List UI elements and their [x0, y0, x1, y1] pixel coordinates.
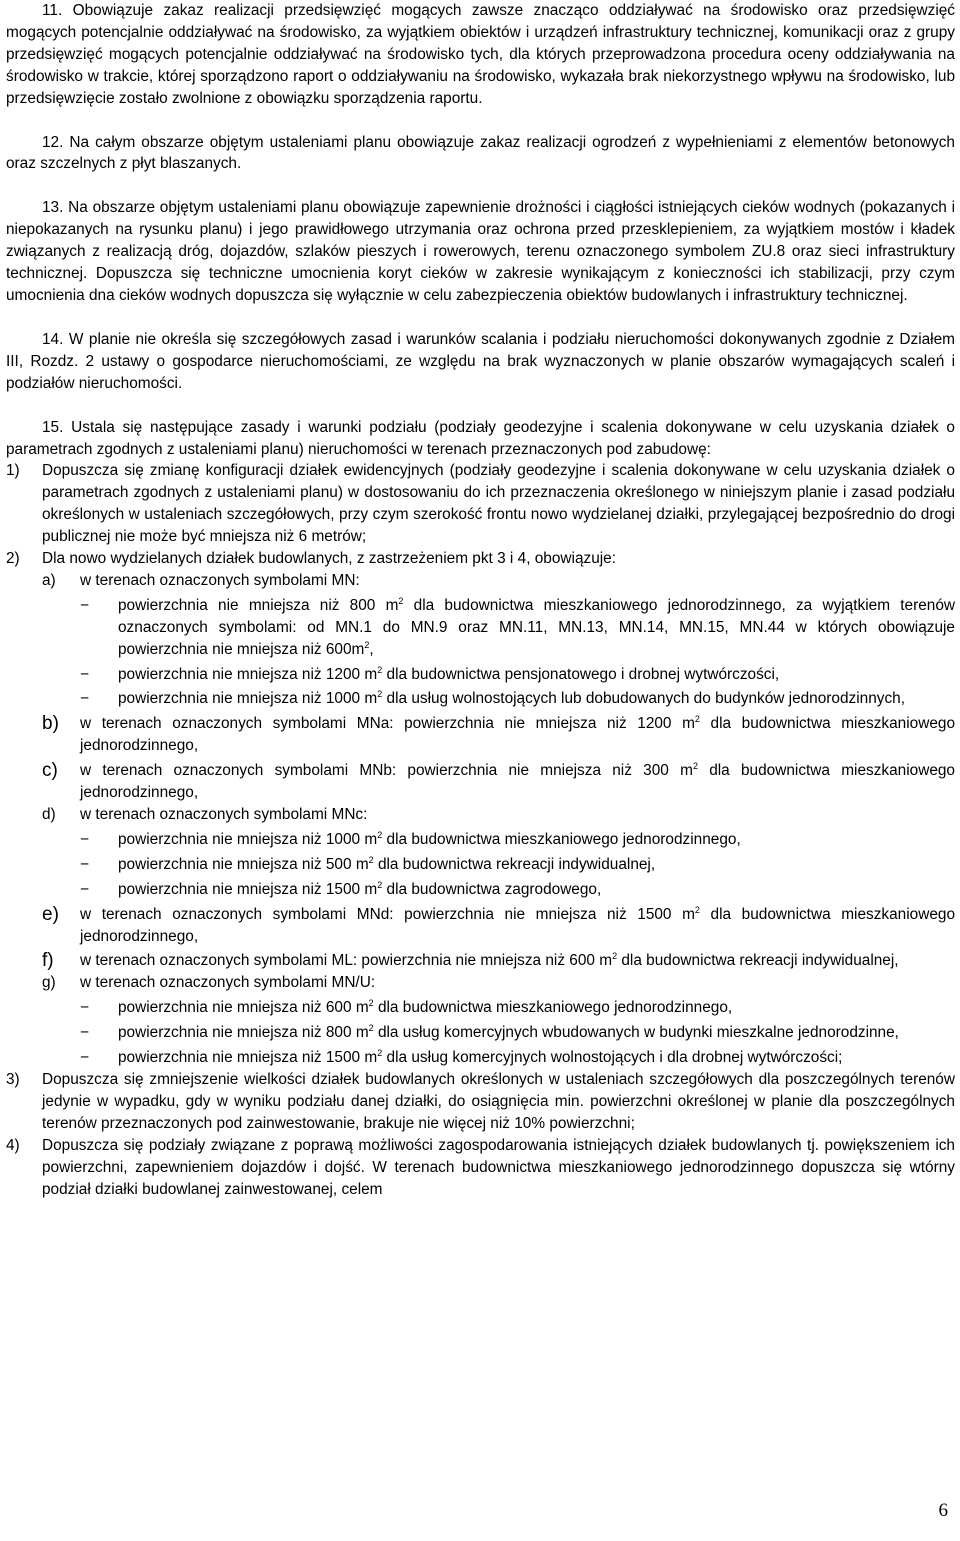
- dash-item: − powierzchnia nie mniejsza niż 500 $m^2$ dla budownictwa rekreacji indywidualnej,: [6, 854, 955, 876]
- list-item: [6, 1135, 955, 1201]
- paragraph-text: Obowiązuje zakaz realizacji przedsięwzięć mogących zawsze znacząco oddziaływać na środowisko oraz przedsięwzięć mogących potencjalnie oddziaływać na środowisko, za wyjątkiem obiektów i urządzeń infrastruktury technicznej, komunikacji oraz z grupy przedsięwzięć mogących potencjalnie oddziaływać na środowisko tych, dla których przeprowadzona procedura oceny oddziaływania na środowisko w trakcie, której sporządzono raport o oddziaływaniu na środowisko, wykazała brak niekorzystnego wpływu na środowisko, lub przedsięwzięcie zostało zwolnione z obowiązku sporządzenia raportu.: [6, 2, 955, 107]
- dash-bullet: −: [80, 665, 89, 683]
- dash-item: − powierzchnia nie mniejsza niż 1500 $m^2$ dla budownictwa zagrodowego,: [6, 879, 955, 901]
- sub-label: c): [42, 760, 58, 782]
- paragraph-text: Na obszarze objętym ustaleniami planu obowiązuje zapewnienie drożności i ciągłości istniejących cieków wodnych (pokazanych i niepokazanych na rysunku planu) i jego prawidłowego utrzymania oraz ochrona przed przesklepieniem, za wyjątkiem mostów i kładek związanych z realizacją dróg, dojazdów, szlaków pieszych i rowerowych, terenu oznaczonego symbolem ZU.8 oraz sieci infrastruktury technicznej. Dopuszcza się techniczne umocnienia koryt cieków w zakresie wynikającym z konieczności ich stabilizacji, przy czym umocnienia dna cieków wodnych dopuszcza się wyłącznie w celu zabezpieczenia obiektów budowlanych i infrastruktury technicznej.: [6, 199, 955, 304]
- paragraph-12: [6, 132, 955, 176]
- list-number: 1): [6, 462, 20, 480]
- document-page: [6, 0, 955, 1200]
- sub-item-c: c) w terenach oznaczonych symbolami MNb: powierzchnia nie mniejsza niż 300 $m^2$ dla budownictwa mieszkaniowego jednorodzinnego,: [42, 760, 955, 802]
- dash-bullet: −: [80, 596, 89, 614]
- dash-bullet: −: [80, 690, 89, 708]
- sub-item-e: e) w terenach oznaczonych symbolami MNd: powierzchnia nie mniejsza niż 1500 $m^2$ dla budownictwa mieszkaniowego jednorodzinnego,: [42, 903, 956, 945]
- dash-bullet: −: [80, 880, 89, 898]
- dash-bullet: −: [80, 830, 89, 848]
- paragraph-11: [6, 0, 955, 110]
- dash-item: − powierzchnia nie mniejsza niż 800 $m^2$ dla budownictwa mieszkaniowego jednorodzinnego, za wyjątkiem terenów oznaczonych symbolami: od MN.1 do MN.9 oraz MN.11, MN.13, MN.14, MN.15, MN.44 w których obowiązuje powierzchnia nie mniejsza niż $600m^2$,: [80, 595, 955, 658]
- sub-label: b): [42, 713, 59, 735]
- list-text: Dla nowo wydzielanych działek budowlanych, z zastrzeżeniem pkt 3 i 4, obowiązuje:: [42, 550, 617, 568]
- paragraph-13: [6, 197, 955, 307]
- list-item: [6, 460, 955, 548]
- sub-item-f: f) w terenach oznaczonych symbolami ML: powierzchnia nie mniejsza niż 600 $m^2$ dla budownictwa rekreacji indywidualnej,: [42, 950, 899, 972]
- list-number: 3): [6, 1070, 20, 1088]
- paragraph-number: 11.: [42, 2, 63, 19]
- list-number: 4): [6, 1136, 20, 1154]
- paragraph-number: 12.: [42, 133, 64, 151]
- sub-item-g: [6, 972, 955, 994]
- list-item: [6, 548, 955, 570]
- sub-item-b: b) w terenach oznaczonych symbolami MNa: powierzchnia nie mniejsza niż 1200 $m^2$ dla budownictwa mieszkaniowego jednorodzinnego,: [42, 713, 956, 755]
- paragraph-text: Na całym obszarze objętym ustaleniami planu obowiązuje zakaz realizacji ogrodzeń z wypełnieniami z elementów betonowych oraz szczelnych z płyt blaszanych.: [6, 133, 955, 173]
- list-number: 2): [6, 550, 20, 568]
- sub-label: f): [42, 950, 54, 972]
- paragraph-number: 15.: [42, 418, 64, 436]
- paragraph-text: Ustala się następujące zasady i warunki podziału (podziały geodezyjne i scalenia dokonywane w celu uzyskania działek o parametrach zgodnych z ustaleniami planu) nieruchomości w terenach przeznaczonych pod zabudowę:: [6, 418, 955, 458]
- sub-text: w terenach oznaczonych symbolami MN/U:: [80, 974, 376, 992]
- paragraph-14: [6, 329, 955, 395]
- dash-item: − powierzchnia nie mniejsza niż 800 $m^2$ dla usług komercyjnych wbudowanych w budynki mieszkalne jednorodzinne,: [6, 1022, 955, 1044]
- dash-item: − powierzchnia nie mniejsza niż 1000 $m^2$ dla budownictwa mieszkaniowego jednorodzinnego,: [6, 829, 955, 851]
- sub-label: e): [42, 903, 59, 925]
- paragraph-text: W planie nie określa się szczegółowych zasad i warunków scalania i podziału nieruchomości dokonywanych zgodnie z Działem III, Rozdz. 2 ustawy o gospodarce nieruchomościami, ze względu na brak wyznaczonych w planie obszarów wymagających scaleń i podziałów nieruchomości.: [6, 330, 955, 392]
- list-text: Dopuszcza się podziały związane z poprawą możliwości zagospodarowania istniejących działek budowlanych tj. powiększeniem ich powierzchni, zapewnieniem dojazdów i dojść. W terenach budownictwa mieszkaniowego jednorodzinnego dopuszcza się wtórny podział działki budowlanej zainwestowanej, celem: [42, 1136, 955, 1198]
- sub-label: g): [42, 974, 56, 992]
- paragraph-15: [6, 417, 955, 461]
- paragraph-number: 13.: [42, 199, 64, 217]
- dash-bullet: −: [80, 855, 89, 873]
- dash-bullet: −: [80, 1024, 89, 1042]
- sub-text: w terenach oznaczonych symbolami MN:: [80, 571, 360, 589]
- sub-item-a: [6, 570, 955, 592]
- list-text: Dopuszcza się zmianę konfiguracji działek ewidencyjnych (podziały geodezyjne i scalenia dokonywane w celu uzyskania działek o parametrach zgodnych z ustaleniami planu) w dostosowaniu do ich przeznaczenia określonego w niniejszym planie i zasad podziału określonych w ustaleniach szczegółowych, przy czym szerokość frontu nowo wydzielanej działki, przylegającej bezpośrednio do drogi publicznej nie może być mniejsza niż 6 metrów;: [42, 462, 955, 546]
- page-number: 6: [938, 1500, 948, 1521]
- sub-item-d: [6, 804, 955, 826]
- dash-bullet: −: [80, 999, 89, 1017]
- dash-item: − powierzchnia nie mniejsza niż 1000 $m^2$ dla usług wolnostojących lub dobudowanych do budynków jednorodzinnych,: [6, 688, 955, 710]
- sub-label: a): [42, 571, 56, 589]
- dash-item: − powierzchnia nie mniejsza niż 1200 $m^2$ dla budownictwa pensjonatowego i drobnej wytwórczości,: [6, 664, 955, 686]
- list-item: [6, 1069, 955, 1135]
- dash-item: − powierzchnia nie mniejsza niż 600 $m^2$ dla budownictwa mieszkaniowego jednorodzinnego,: [6, 997, 955, 1019]
- dash-bullet: −: [80, 1049, 89, 1067]
- list-text: Dopuszcza się zmniejszenie wielkości działek budowlanych określonych w ustaleniach szczegółowych dla poszczególnych terenów jedynie w wypadku, gdy w wyniku podziału danej działki, do osiągnięcia min. powierzchni określonej w planie dla poszczególnych terenów przeznaczonych pod zainwestowanie, brakuje nie więcej niż 10% powierzchni;: [42, 1070, 955, 1132]
- sub-label: d): [42, 806, 56, 823]
- paragraph-number: 14.: [42, 330, 64, 348]
- sub-text: w terenach oznaczonych symbolami MNc:: [80, 806, 368, 823]
- dash-item: − powierzchnia nie mniejsza niż 1500 $m^2$ dla usług komercyjnych wolnostojących i dla drobnej wytwórczości;: [6, 1047, 955, 1069]
